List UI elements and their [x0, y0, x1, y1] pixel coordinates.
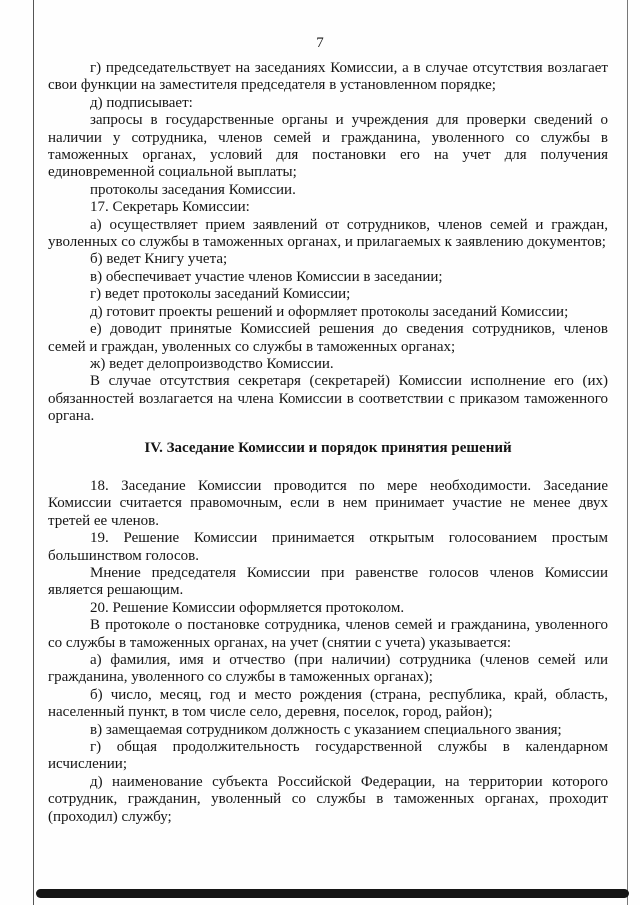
paragraph: д) готовит проекты решений и оформляет протоколы заседаний Комиссии;	[90, 303, 569, 320]
paragraph: г) ведет протоколы заседаний Комиссии;	[90, 286, 351, 303]
paragraph: в) обеспечивает участие членов Комиссии в заседании;	[90, 268, 443, 285]
paragraph: запросы в государственные органы и учреждения для проверки сведений о наличии у сотрудника, членов семей и гражданина, уволенного со службы в таможенных органах, условий для постановки его на учет для получения единовременной социальной выплаты;	[48, 112, 608, 181]
paragraph: г) общая продолжительность государственной службы в календарном исчислении;	[48, 739, 608, 773]
document-body	[48, 60, 608, 826]
page-number: 7	[316, 35, 324, 51]
paragraph: Мнение председателя Комиссии при равенстве голосов членов Комиссии является решающим.	[48, 564, 608, 599]
paragraph: г) председательствует на заседаниях Комиссии, а в случае отсутствия возлагает свои функции на заместителя председателя в установленном порядке;	[48, 60, 608, 94]
scan-edge-line-right	[627, 0, 628, 905]
paragraph: ж) ведет делопроизводство Комиссии.	[90, 355, 334, 372]
scan-bottom-bar	[36, 889, 629, 898]
paragraph: 17. Секретарь Комиссии:	[90, 199, 250, 216]
paragraph: в) замещаемая сотрудником должность с указанием специального звания;	[90, 721, 562, 738]
scan-edge-line-left	[33, 0, 34, 905]
paragraph: В протоколе о постановке сотрудника, членов семей и гражданина, уволенного со службы в таможенных органах, на учет (снятии с учета) указывается:	[48, 617, 608, 651]
paragraph: 19. Решение Комиссии принимается открытым голосованием простым большинством голосов.	[48, 530, 608, 564]
paragraph: протоколы заседания Комиссии.	[90, 181, 296, 198]
paragraph: а) осуществляет прием заявлений от сотрудников, членов семей и граждан, уволенных со службы в таможенных органах, и прилагаемых к заявлению документов;	[48, 216, 608, 251]
paragraph: б) ведет Книгу учета;	[90, 251, 228, 268]
paragraph: е) доводит принятые Комиссией решения до сведения сотрудников, членов семей и граждан, уволенных со службы в таможенных органах;	[48, 321, 608, 355]
paragraph: д) подписывает:	[90, 94, 193, 111]
paragraph: В случае отсутствия секретаря (секретарей) Комиссии исполнение его (их) обязанностей возлагается на члена Комиссии в соответствии с приказом таможенного органа.	[48, 373, 608, 425]
section-heading: IV. Заседание Комиссии и порядок принятия решений	[144, 439, 512, 456]
paragraph: 20. Решение Комиссии оформляется протоколом.	[90, 599, 405, 616]
paragraph: а) фамилия, имя и отчество (при наличии) сотрудника (членов семей или гражданина, уволенного со службы в таможенных органах);	[48, 652, 608, 686]
paragraph: д) наименование субъекта Российской Федерации, на территории которого сотрудник, гражданин, уволенный со службы в таможенных органах, проходит (проходил) службу;	[48, 773, 608, 825]
paragraph: 18. Заседание Комиссии проводится по мере необходимости. Заседание Комиссии считается правомочным, если в нем принимает участие не менее двух третей ее членов.	[48, 477, 608, 529]
paragraph: б) число, месяц, год и место рождения (страна, республика, край, область, населенный пункт, в том числе село, деревня, поселок, город, район);	[48, 686, 608, 721]
